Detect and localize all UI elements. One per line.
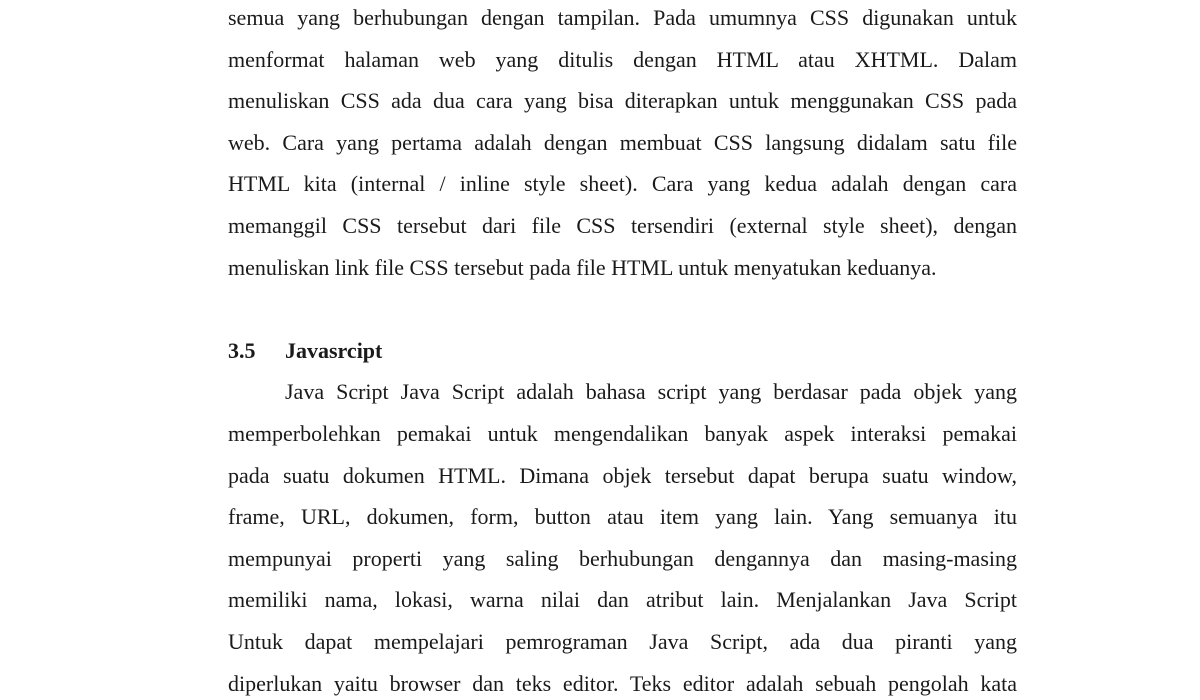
section-heading	[228, 330, 1017, 372]
paragraph-line: memanggil CSS tersebut dari file CSS tersendiri (external style sheet), dengan	[228, 212, 1017, 238]
paragraph-line: Java Script Java Script adalah bahasa script yang berdasar pada objek yang	[285, 379, 1017, 405]
paragraph-line: diperlukan yaitu browser dan teks editor. Teks editor adalah sebuah pengolah kata	[228, 670, 1017, 696]
paragraph-line: HTML kita (internal / inline style sheet). Cara yang kedua adalah dengan cara	[228, 171, 1017, 197]
section-title: Javasrcipt	[285, 337, 383, 363]
paragraph-line: memiliki nama, lokasi, warna nilai dan atribut lain. Menjalankan Java Script	[228, 587, 1017, 613]
paragraph-line: menuliskan CSS ada dua cara yang bisa diterapkan untuk menggunakan CSS pada	[228, 88, 1017, 114]
paragraph-line: web. Cara yang pertama adalah dengan membuat CSS langsung didalam satu file	[228, 129, 1017, 155]
paragraph-line: semua yang berhubungan dengan tampilan. Pada umumnya CSS digunakan untuk	[228, 5, 1017, 30]
section-number: 3.5	[228, 337, 256, 363]
paragraph-line: mempunyai properti yang saling berhubungan dengannya dan masing-masing	[228, 545, 1017, 571]
javascript-paragraph	[228, 371, 1017, 700]
paragraph-line: menformat halaman web yang ditulis dengan HTML atau XHTML. Dalam	[228, 46, 1017, 72]
paragraph-line: pada suatu dokumen HTML. Dimana objek tersebut dapat berupa suatu window,	[228, 462, 1017, 488]
css-paragraph	[228, 0, 1017, 288]
paragraph-line: Untuk dapat mempelajari pemrograman Java Script, ada dua piranti yang	[228, 628, 1017, 654]
paragraph-spacer	[228, 288, 1017, 330]
paragraph-line: memperbolehkan pemakai untuk mengendalikan banyak aspek interaksi pemakai	[228, 420, 1017, 446]
paragraph-line: frame, URL, dokumen, form, button atau item yang lain. Yang semuanya itu	[228, 504, 1017, 530]
document-body	[228, 0, 1017, 700]
paragraph-line: menuliskan link file CSS tersebut pada file HTML untuk menyatukan keduanya.	[228, 254, 937, 280]
